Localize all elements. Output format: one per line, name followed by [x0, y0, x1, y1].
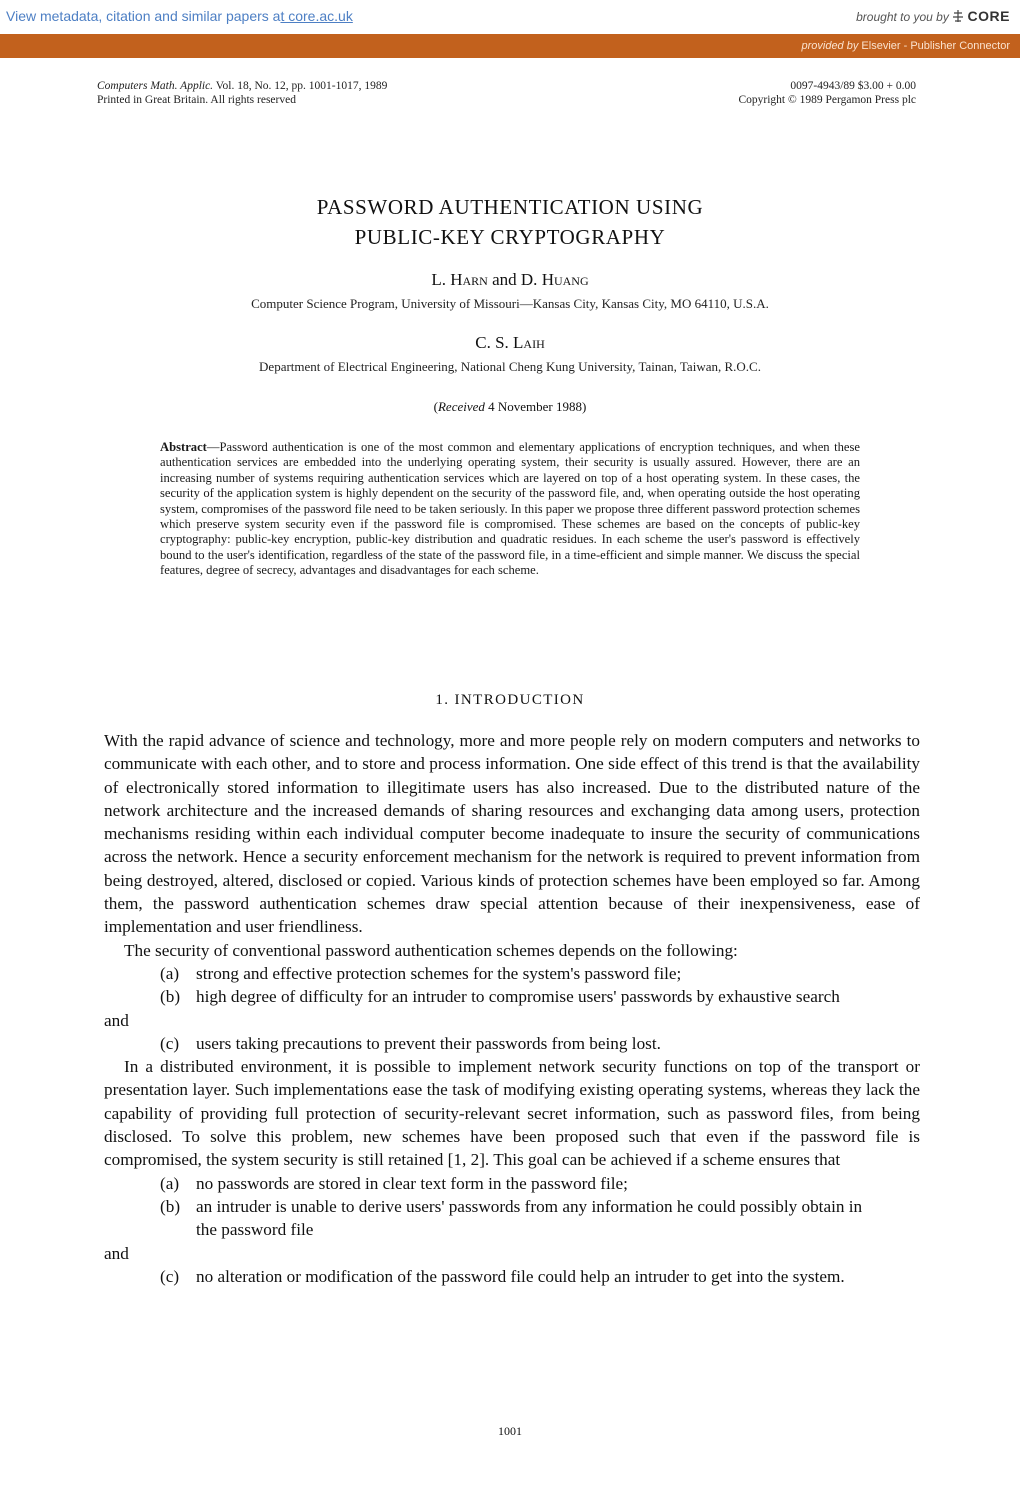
provided-by-label: provided by — [801, 40, 859, 52]
author-3-name: Laih — [513, 333, 545, 352]
list-item — [160, 962, 920, 985]
core-metadata-link[interactable] — [6, 8, 353, 24]
intro-body — [104, 729, 920, 1288]
list-item — [160, 1265, 920, 1288]
core-brought-by[interactable] — [856, 8, 1010, 24]
journal-citation: Vol. 18, No. 12, pp. 1001-1017, 1989 — [215, 80, 388, 92]
list-text: strong and effective protection schemes for the system's password file; — [196, 963, 682, 983]
authors-group-2 — [0, 333, 1020, 353]
abstract — [160, 440, 860, 579]
received-date: (Received 4 November 1988) — [433, 399, 587, 414]
provided-by-source: Elsevier - Publisher Connector — [861, 40, 1010, 52]
paper-title — [0, 192, 1020, 252]
list-text: an intruder is unable to derive users' passwords from any information he could possibly obtain in the password file — [196, 1196, 863, 1240]
journal-header-right — [738, 79, 916, 107]
list-text: no alteration or modification of the password file could help an intruder to get into the system. — [196, 1266, 845, 1286]
abstract-text: —Password authentication is one of the most common and elementary applications of encryption techniques, and when these authentication services are embedded into the underlying operating system, their security is usually assured. However, there are an increasing number of systems requiring authentication services which are layered on top of a host operating system. In these cases, the security of the application system is highly dependent on the security of the password file, and, when operating outside the host operating system, compromises of the password file need to be taken seriously. In this paper we propose three different password protection schemes which preserve system security even if the password file is compromised. These schemes are based on the concepts of public-key cryptography: public-key encryption, public-key distribution and quadratic residues. In each scheme the user's password is effectively bound to the user's identification, regardless of the state of the password file, in a time-efficient and simple manner. We discuss the special features, degree of secrecy, advantages and disadvantages for each scheme. — [160, 440, 860, 578]
abstract-lead: Abstract — [160, 440, 207, 454]
list-text: no passwords are stored in clear text form in the password file; — [196, 1173, 628, 1193]
journal-name: Computers Math. Applic. — [97, 80, 214, 92]
journal-header-left — [97, 79, 387, 107]
journal-copyright: Copyright © 1989 Pergamon Press plc — [738, 94, 916, 106]
list-text: users taking precautions to prevent their passwords from being lost. — [196, 1033, 661, 1053]
list-label: (b) — [160, 987, 181, 1007]
list-label: (c) — [160, 1033, 180, 1053]
section-heading: 1. INTRODUCTION — [435, 692, 585, 708]
author-1-initial: L. — [431, 270, 446, 289]
title-line-1: PASSWORD AUTHENTICATION USING — [316, 195, 704, 219]
list-label: (c) — [160, 1266, 180, 1286]
list-label: (b) — [160, 1196, 181, 1216]
author-2-initial: D. — [520, 270, 538, 289]
page-number: 1001 — [498, 1424, 522, 1438]
intro-paragraph-3: In a distributed environment, it is possible to implement network security functions on top of the transport or presentation layer. Such implementations ease the task of modifying existing operating systems, whereas they lack the capability of providing full protection of security-relevant secret information, such as password files, from being disclosed. To solve this problem, new schemes have been proposed such that even if the password file is compromised, the system security is still retained [1, 2]. This goal can be achieved if a scheme ensures that — [104, 1057, 920, 1170]
and-connector: and — [104, 1010, 129, 1030]
received-value: 4 November 1988 — [488, 399, 583, 414]
journal-issn-price: 0097-4943/89 $3.00 + 0.00 — [790, 80, 916, 92]
core-link-url: t core.ac.uk — [280, 8, 353, 24]
provided-by — [801, 40, 1010, 52]
authors-and: and — [492, 270, 517, 289]
journal-printed: Printed in Great Britain. All rights reserved — [97, 94, 296, 106]
author-2-name: Huang — [541, 270, 589, 289]
and-connector: and — [104, 1243, 129, 1263]
list-text: high degree of difficulty for an intruder to compromise users' passwords by exhaustive search — [196, 987, 840, 1007]
list-item — [160, 1172, 920, 1195]
author-3-initial: C. S. — [475, 333, 509, 352]
affiliation-2: Department of Electrical Engineering, National Cheng Kung University, Tainan, Taiwan, R.O.C. — [259, 359, 761, 374]
list-label: (a) — [160, 1173, 180, 1193]
list-item — [160, 1195, 920, 1242]
title-line-2: PUBLIC-KEY CRYPTOGRAPHY — [354, 225, 666, 249]
list-label: (a) — [160, 963, 180, 983]
core-logo-icon — [952, 9, 964, 23]
list-item — [160, 1032, 920, 1055]
brought-by-label: brought to you by — [856, 10, 949, 24]
received-label: Received — [437, 399, 485, 414]
core-label: CORE — [967, 8, 1010, 24]
list-item — [160, 985, 920, 1008]
author-1-name: Harn — [450, 270, 488, 289]
intro-paragraph-2: The security of conventional password authentication schemes depends on the following: — [124, 940, 738, 960]
affiliation-1: Computer Science Program, University of Missouri—Kansas City, Kansas City, MO 64110, U.S.A. — [251, 296, 769, 311]
authors-group-1 — [0, 270, 1020, 290]
intro-paragraph-1: With the rapid advance of science and technology, more and more people rely on modern computers and networks to communicate with each other, and to store and process information. One side effect of this trend is that the availability of electronically stored information to illegitimate users has also increased. Due to the distributed nature of the network architecture and the increased demands of sharing resources and exchanging data among users, protection mechanisms residing within each individual computer become inadequate to insure the security of communications across the network. Hence a security enforcement mechanism for the network is required to prevent information from being destroyed, altered, disclosed or copied. Various kinds of protection schemes have been employed so far. Among them, the password authentication schemes draw special attention because of their inexpensiveness, ease of implementation and user friendliness. — [104, 731, 920, 937]
core-link-prefix: View metadata, citation and similar papers a — [6, 8, 281, 24]
